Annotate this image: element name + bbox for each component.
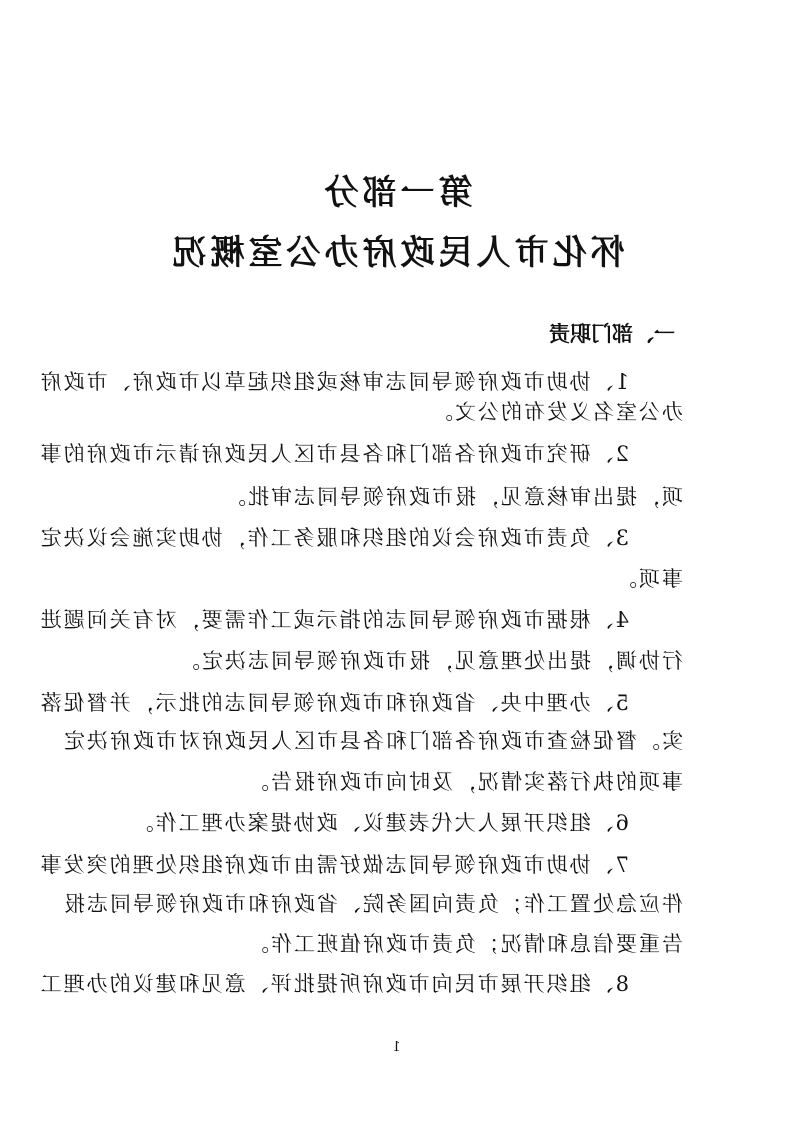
body-line: 实。督促检查市政府各部门和各县市区人民政府对市政府决定 xyxy=(62,729,683,753)
body-line: 2、研究市政府各部门和各县市区人民政府请示市政府的事 xyxy=(38,442,629,466)
body-line: 件应急处置工作；负责向国务院、省政府和市政府领导同志报 xyxy=(62,892,683,916)
part-title: 第一部分 xyxy=(320,173,473,213)
body-line: 行协调，提出处理意见，报市政府领导同志决定。 xyxy=(177,649,683,673)
body-line: 事项的执行落实情况，及时向市政府报告。 xyxy=(246,770,683,794)
body-line: 7、协助市政府领导同志做好需由市政府组织处理的突发事 xyxy=(38,853,629,877)
body-line: 项，提出审核意见，报市政府领导同志审批。 xyxy=(223,485,683,509)
body-line: 4、根据市政府领导同志的指示或工作需要，对有关问题进 xyxy=(38,608,629,632)
body-line: 5、办理中央、省政府和市政府领导同志的批示，并督促落 xyxy=(38,691,629,715)
page-number: 1 xyxy=(392,1040,401,1055)
section-heading: 一、部门职责 xyxy=(549,322,675,346)
body-line: 6、组织开展人大代表建议、政协提案办理工作。 xyxy=(130,811,629,835)
body-line: 8、组织开展市民向市政府所提批评、意见和建议的办理工 xyxy=(38,972,629,996)
body-line: 3、负责市政府会议的组织和服务工作，协助实施会议决定 xyxy=(38,526,629,550)
body-line: 办公室名义发布的公文。 xyxy=(430,400,683,424)
office-title: 怀化市人民政府办公室概况 xyxy=(168,233,625,273)
body-line: 告重要信息和情况；负责市政府值班工作。 xyxy=(246,932,683,956)
body-line: 1、协助市政府领导同志审核或组织起草以市政府、市政府 xyxy=(38,370,629,394)
body-line: 事项。 xyxy=(614,567,683,591)
